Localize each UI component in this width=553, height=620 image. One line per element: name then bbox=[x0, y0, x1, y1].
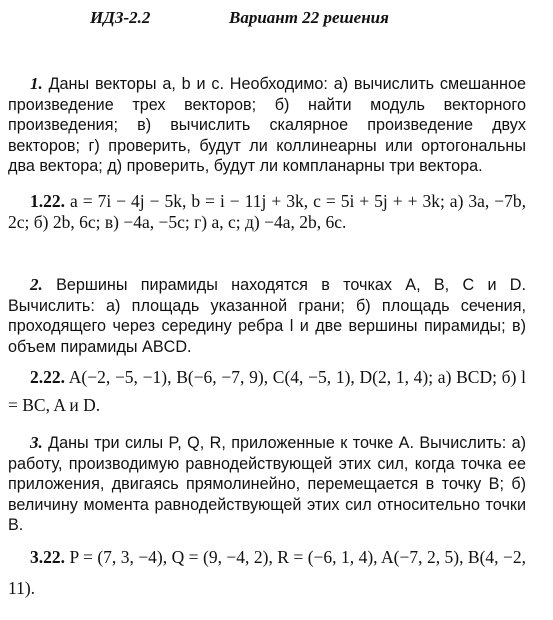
problem-1-variant-text: a = 7i − 4j − 5k, b = i − 11j + 3k, c = 5i + 5j + + 3k; а) 3a, −7b, 2c; б) 2b, 6c; в) −4a, −5c; г) a, c; д) −4a, 2b, 6c. bbox=[8, 191, 527, 232]
problem-2-variant-text: A(−2, −5, −1), B(−6, −7, 9), C(4, −5, 1), D(2, 1, 4); а) BCD; б) l = BC, A и D. bbox=[8, 367, 526, 415]
problem-3-number: 3. bbox=[30, 433, 43, 452]
problem-2-statement bbox=[8, 275, 526, 357]
document-header bbox=[0, 8, 553, 32]
problem-2-number: 2. bbox=[30, 275, 43, 294]
problem-1-statement bbox=[8, 74, 526, 177]
problem-1-text: Даны векторы a, b и c. Необходимо: а) вычислить смешанное произведение трех векторов; б) найти модуль векторного произведения; в) вычислить скалярное произведение двух векторов; г) проверить, будут ли коллинеарны или ортогональны два вектора; д) проверить, будут ли компланарны три вектора. bbox=[8, 75, 526, 175]
problem-1-number: 1. bbox=[30, 74, 43, 93]
problem-3-variant bbox=[8, 542, 526, 604]
assignment-title: ИДЗ-2.2 bbox=[90, 8, 151, 27]
problem-2-variant-number: 2.22. bbox=[30, 367, 65, 387]
problem-3-variant-text: P = (7, 3, −4), Q = (9, −4, 2), R = (−6, 1, 4), A(−7, 2, 5), B(4, −2, 11). bbox=[8, 547, 526, 598]
problem-3-variant-number: 3.22. bbox=[30, 547, 65, 567]
variant-label: Вариант 22 решения bbox=[229, 8, 389, 27]
problem-3-statement bbox=[8, 433, 526, 536]
problem-2-text: Вершины пирамиды находятся в точках A, B, C и D. Вычислить: а) площадь указанной грани; б) площадь сечения, проходящего через середину ребра l и две вершины пирамиды; в) объем пирамиды ABCD. bbox=[8, 276, 526, 356]
problem-1-variant-number: 1.22. bbox=[30, 191, 65, 211]
problem-3-text: Даны три силы P, Q, R, приложенные к точке A. Вычислить: а) работу, производимую равнодействующей этих сил, когда точка ее приложения, двигаясь прямолинейно, перемещается в точку B; б) величину момента равнодействующей этих сил относительно точки B. bbox=[8, 434, 526, 534]
problem-1-variant bbox=[8, 191, 526, 232]
problem-2-variant bbox=[8, 363, 526, 419]
